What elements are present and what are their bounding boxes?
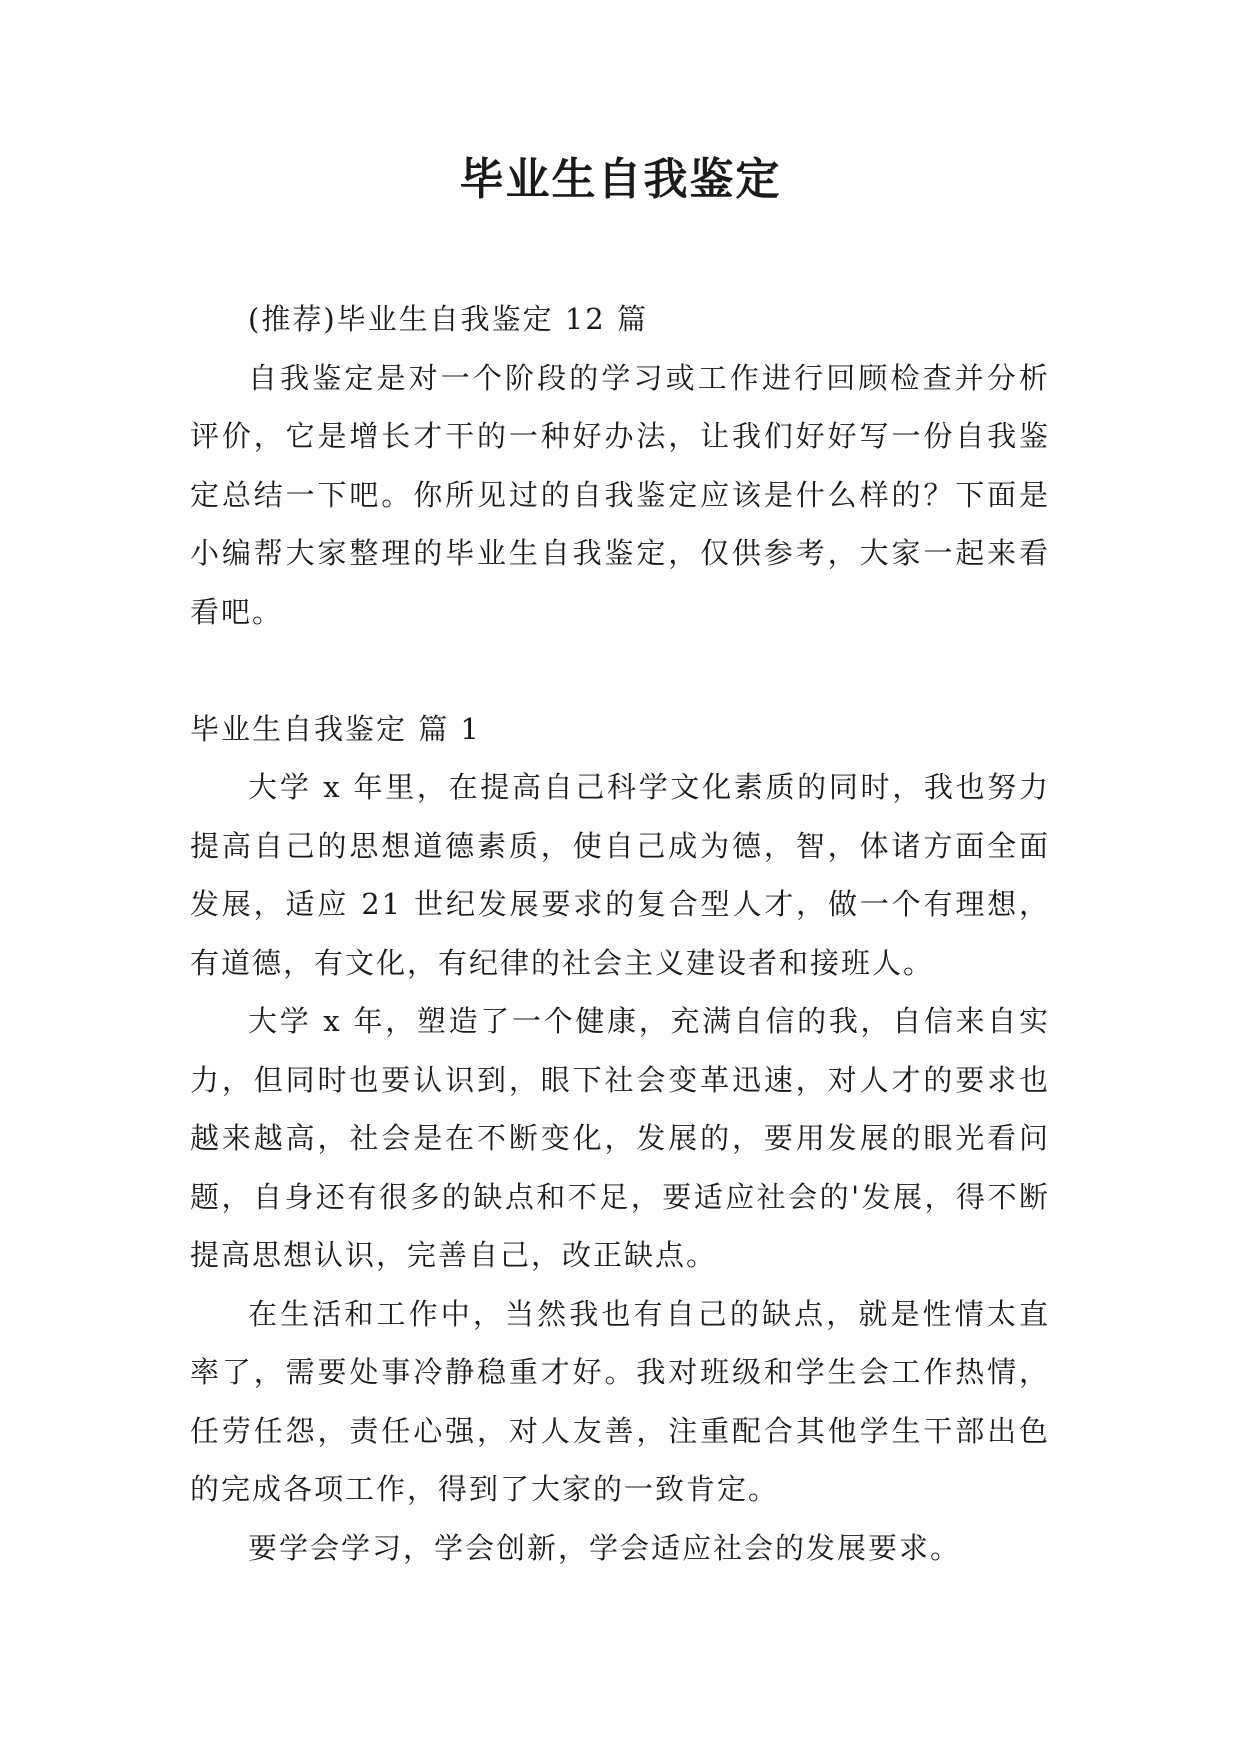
section-spacer <box>190 641 1050 700</box>
document-title: 毕业生自我鉴定 <box>459 154 782 205</box>
document-subtitle: (推荐)毕业生自我鉴定 12 篇 <box>248 302 648 336</box>
section-heading: 毕业生自我鉴定 篇 1 <box>190 711 481 746</box>
body-paragraph-2: 大学 x 年，塑造了一个健康，充满自信的我，自信来自实力，但同时也要认识到，眼下社会变革迅速，对人才的要求也越来越高，社会是在不断变化，发展的，要用发展的眼光看问题，自身还有很多的缺点和不足，要适应社会的'发展，得不断提高思想认识，完善自己，改正缺点。 <box>190 1004 1050 1272</box>
document-body <box>190 290 1050 1577</box>
intro-paragraph: 自我鉴定是对一个阶段的学习或工作进行回顾检查并分析评价，它是增长才干的一种好办法，让我们好好写一份自我鉴定总结一下吧。你所见过的自我鉴定应该是什么样的？下面是小编帮大家整理的毕业生自我鉴定，仅供参考，大家一起来看看吧。 <box>190 360 1050 629</box>
body-paragraph-3: 在生活和工作中，当然我也有自己的缺点，就是性情太直率了，需要处事冷静稳重才好。我对班级和学生会工作热情，任劳任怨，责任心强，对人友善，注重配合其他学生干部出色的完成各项工作，得到了大家的一致肯定。 <box>190 1296 1050 1506</box>
body-paragraph-1: 大学 x 年里，在提高自己科学文化素质的同时，我也努力提高自己的思想道德素质，使自己成为德，智，体诸方面全面发展，适应 21 世纪发展要求的复合型人才，做一个有理想，有道德，有文化，有纪律的社会主义建设者和接班人。 <box>190 770 1050 980</box>
body-paragraph-4: 要学会学习，学会创新，学会适应社会的发展要求。 <box>248 1530 962 1565</box>
